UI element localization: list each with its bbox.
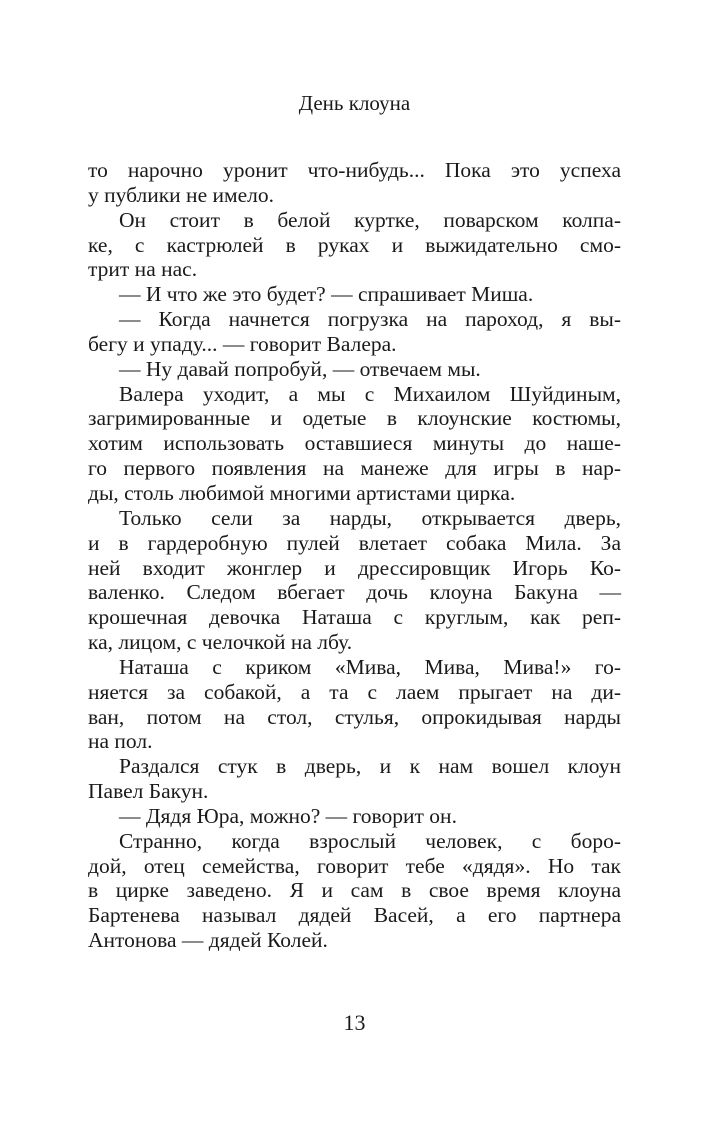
text-line: ней входит жонглер и дрессировщик Игорь Ко- — [88, 555, 621, 580]
text-line: валенко. Следом вбегает дочь клоуна Бакуна — — [88, 580, 621, 605]
text-line: хотим использовать оставшиеся минуты до наше- — [88, 431, 621, 456]
text-line: Бартенева называл дядей Васей, а его партнера — [88, 903, 621, 928]
text-line: — И что же это будет? — спрашивает Миша. — [119, 282, 534, 307]
text-line: Антонова — дядей Колей. — [88, 928, 328, 953]
text-line: Странно, когда взрослый человек, с боро- — [119, 828, 621, 853]
text-line: — Ну давай попробуй, — отвечаем мы. — [119, 356, 481, 381]
text-line: трит на нас. — [88, 257, 198, 282]
body-text — [88, 158, 621, 953]
text-line: — Дядя Юра, можно? — говорит он. — [119, 803, 457, 828]
page-number: 13 — [343, 1010, 366, 1035]
text-line: бегу и упаду... — говорит Валера. — [88, 331, 397, 356]
text-line: у публики не имело. — [88, 182, 274, 207]
text-line: ке, с кастрюлей в руках и выжидательно смо- — [88, 232, 621, 257]
text-line: в цирке заведено. Я и сам в свое время клоуна — [88, 878, 621, 903]
text-line: крошечная девочка Наташа с круглым, как реп- — [88, 605, 621, 630]
text-line: Раздался стук в дверь, и к нам вошел клоун — [119, 754, 621, 779]
text-line: Наташа с криком «Мива, Мива, Мива!» го- — [119, 654, 621, 679]
text-line: ка, лицом, с челочкой на лбу. — [88, 630, 353, 655]
text-line: ды, столь любимой многими артистами цирка. — [88, 480, 516, 505]
text-line: го первого появления на манеже для игры в нар- — [88, 456, 621, 481]
text-line: на пол. — [88, 729, 153, 754]
text-line: то нарочно уронит что-нибудь... Пока это успеха — [88, 158, 621, 182]
text-line: Он стоит в белой куртке, поварском колпа- — [119, 207, 621, 232]
text-line: — Когда начнется погрузка на пароход, я вы- — [119, 307, 621, 332]
text-line: Только сели за нарды, открывается дверь, — [119, 505, 621, 530]
text-line: и в гардеробную пулей влетает собака Мила. За — [88, 530, 621, 555]
text-line: няется за собакой, а та с лаем прыгает на ди- — [88, 679, 621, 704]
text-line: Валера уходит, а мы с Михаилом Шуйдиным, — [119, 381, 621, 406]
text-line: ван, потом на стол, стулья, опрокидывая нарды — [88, 704, 621, 729]
running-title: День клоуна — [298, 91, 411, 115]
text-line: загримированные и одетые в клоунские костюмы, — [88, 406, 621, 431]
text-line: Павел Бакун. — [88, 779, 209, 804]
text-line: дой, отец семейства, говорит тебе «дядя». Но так — [88, 853, 621, 878]
